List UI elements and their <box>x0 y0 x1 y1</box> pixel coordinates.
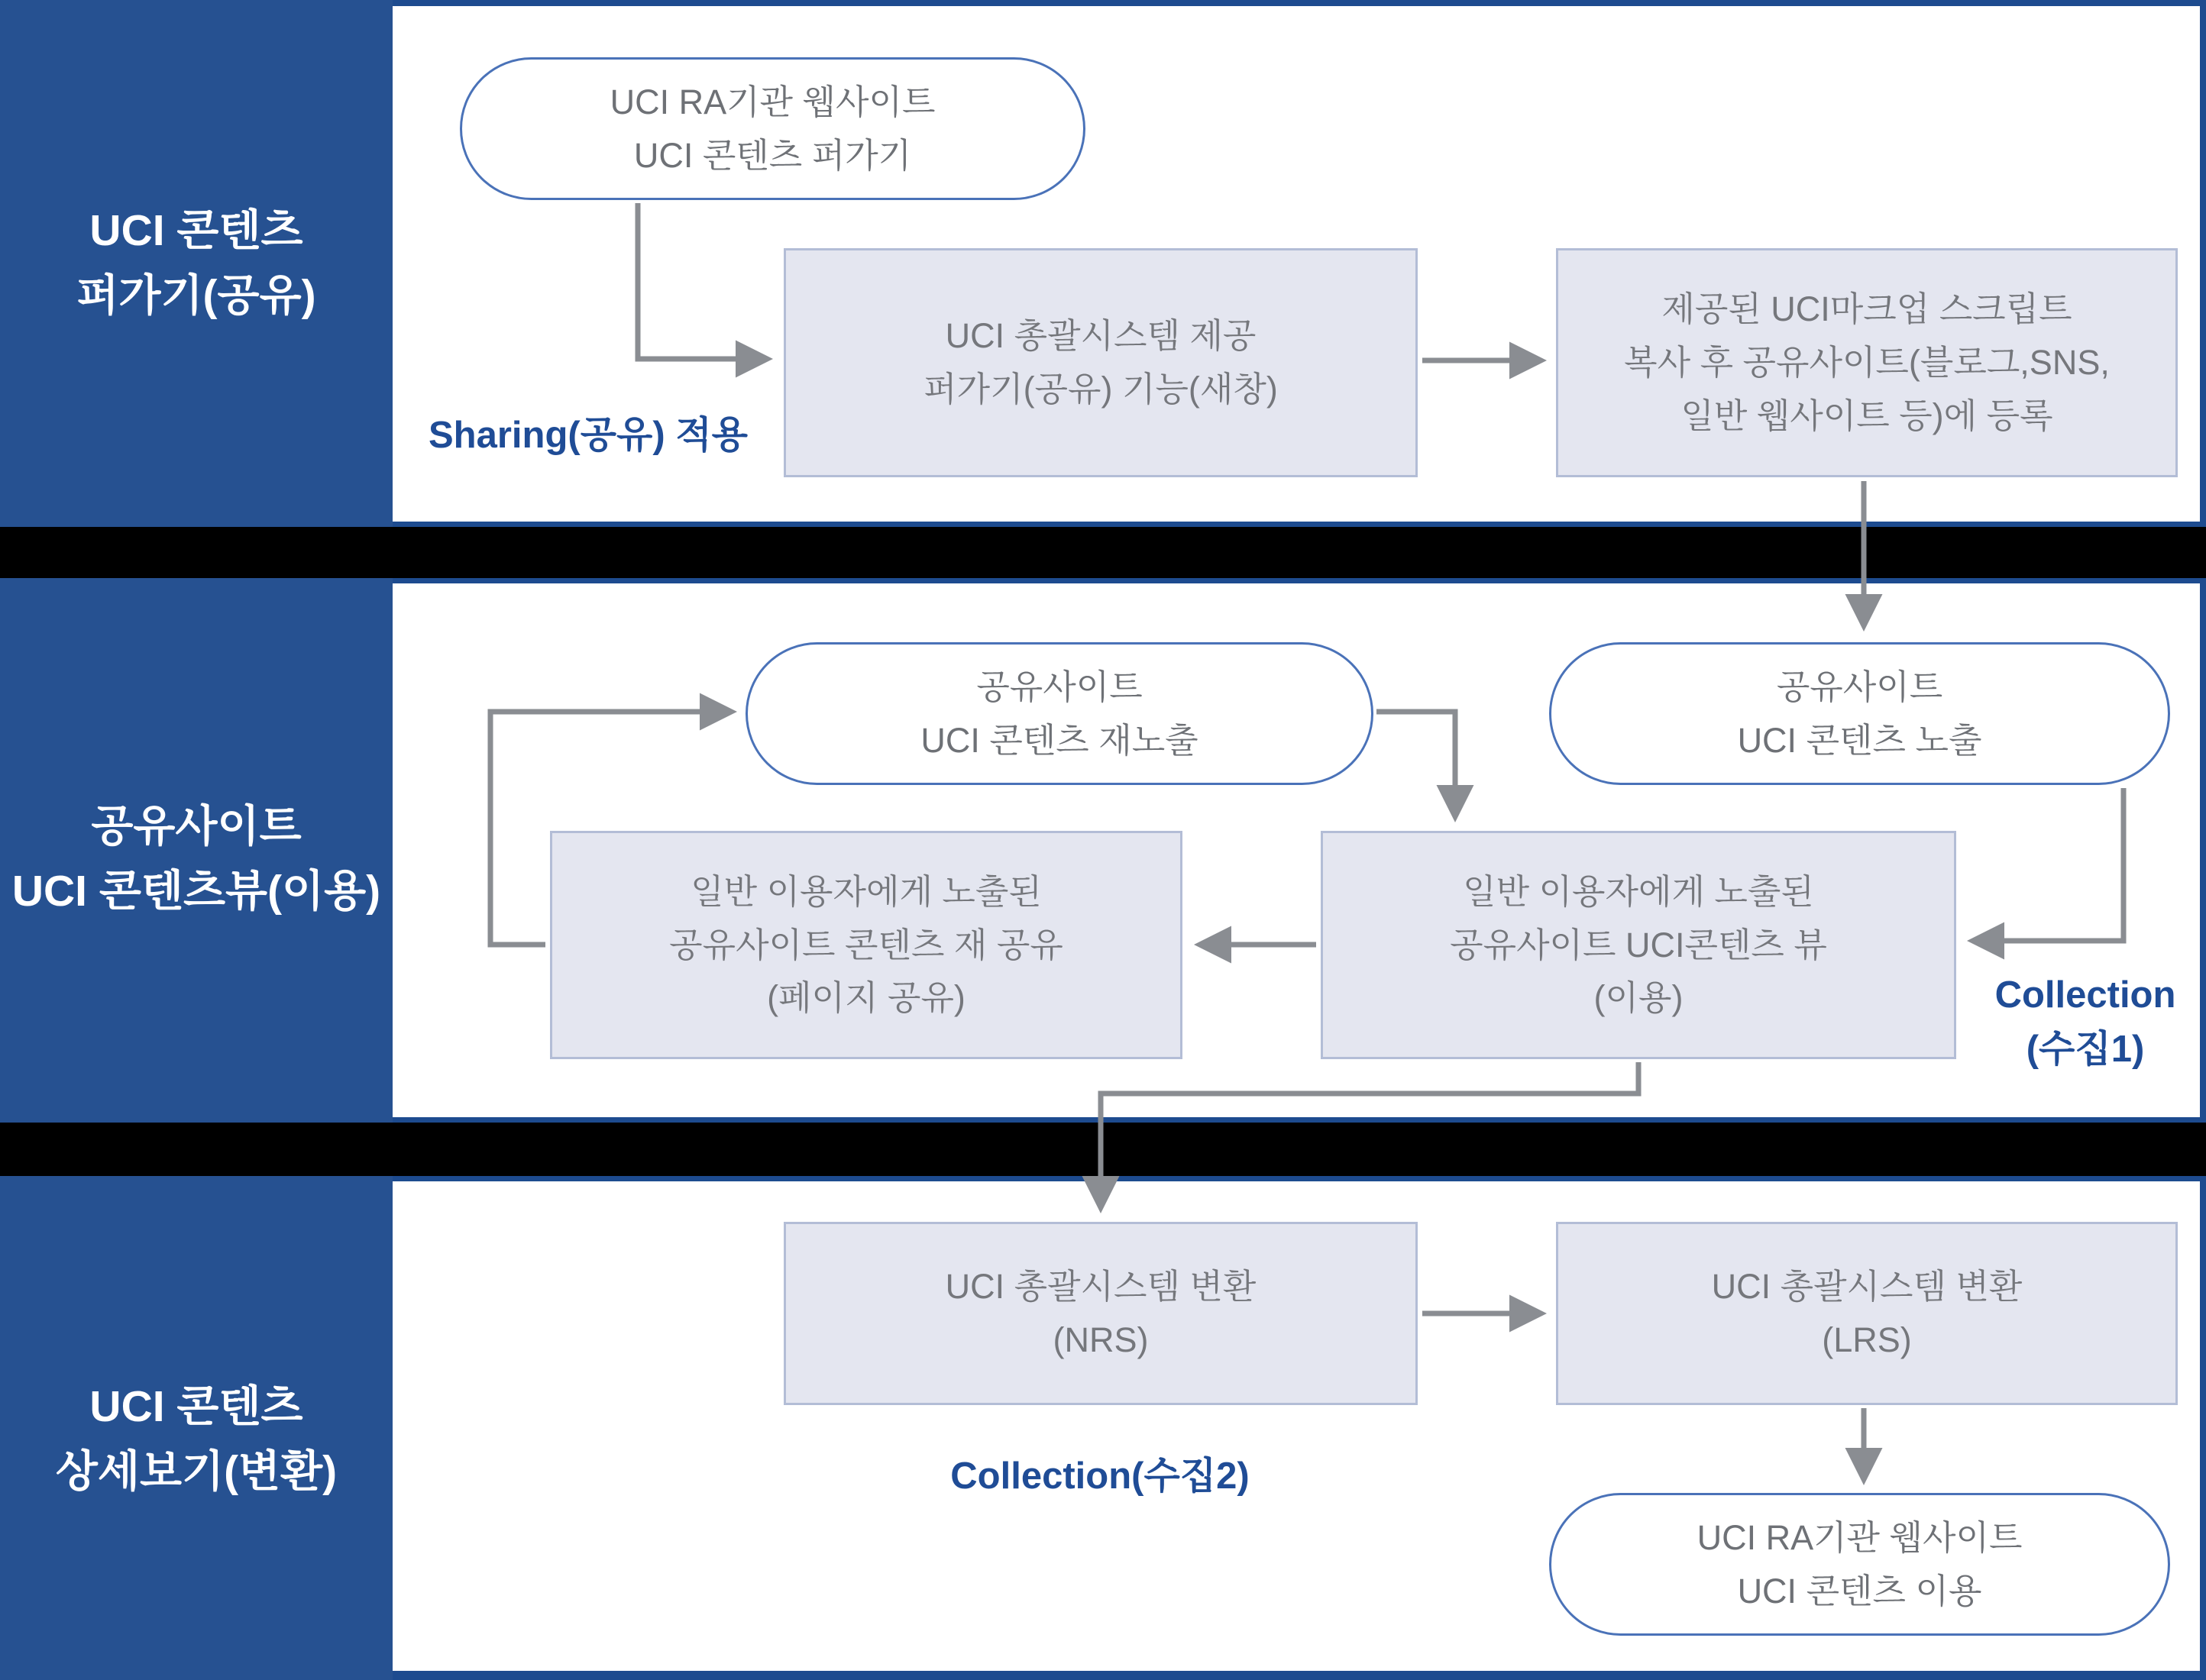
row2-label-line2: UCI 콘텐츠뷰(이용) <box>11 867 381 916</box>
node-content-view-line2: 공유사이트 UCI콘텐츠 뷰 <box>1450 925 1827 964</box>
node-share-site-expose <box>1549 642 2170 785</box>
node-share-site-reexpose-line1: 공유사이트 <box>976 667 1143 706</box>
node-system-share-feature-line2: 퍼가기(공유) 기능(새창) <box>923 370 1278 409</box>
node-markup-register-line1: 제공된 UCI마크업 스크립트 <box>1661 289 2072 329</box>
node-ra-site-use <box>1549 1493 2170 1636</box>
node-markup-register-line2: 복사 후 공유사이트(블로그,SNS, <box>1624 343 2110 383</box>
row1-label <box>0 176 393 351</box>
collection1-label <box>1971 968 2200 1077</box>
node-markup-register-line3: 일반 웹사이트 등)에 등록 <box>1680 396 2053 435</box>
collection1-label-line2: (수집1) <box>2026 1029 2145 1071</box>
row1-label-line1: UCI 콘텐츠 <box>89 205 303 255</box>
separator-band-1 <box>0 527 2206 578</box>
row2-label-line1: 공유사이트 <box>91 801 302 851</box>
node-share-site-reexpose <box>746 642 1373 785</box>
node-lrs-convert-line1: UCI 총괄시스템 변환 <box>1711 1267 2023 1307</box>
node-content-view-line1: 일반 이용자에게 노출된 <box>1463 871 1814 911</box>
node-content-reshare-line2: 공유사이트 콘텐츠 재 공유 <box>669 925 1063 964</box>
node-content-reshare <box>550 831 1182 1059</box>
node-content-reshare-line3: (페이지 공유) <box>767 978 966 1018</box>
node-system-share-feature-line1: UCI 총괄시스템 제공 <box>945 316 1257 356</box>
node-content-view <box>1321 831 1956 1059</box>
node-content-reshare-line1: 일반 이용자에게 노출된 <box>691 871 1042 911</box>
node-markup-register <box>1556 248 2178 477</box>
node-content-view-line3: (이용) <box>1593 978 1684 1018</box>
node-system-share-feature <box>784 248 1418 477</box>
collection1-label-line1: Collection <box>1994 974 2176 1016</box>
row1-label-line2: 퍼가기(공유) <box>76 271 316 320</box>
node-ra-site-use-line1: UCI RA기관 웹사이트 <box>1697 1517 2023 1557</box>
separator-band-2 <box>0 1123 2206 1176</box>
row3-label <box>0 1352 393 1527</box>
node-lrs-convert <box>1556 1222 2178 1405</box>
node-lrs-convert-line2: (LRS) <box>1822 1320 1912 1359</box>
node-share-site-expose-line1: 공유사이트 <box>1776 667 1943 706</box>
node-share-site-expose-line2: UCI 콘텐츠 노출 <box>1737 720 1982 760</box>
row3-label-line1: UCI 콘텐츠 <box>89 1381 303 1431</box>
node-ra-site-share <box>460 57 1085 200</box>
node-ra-site-share-line2: UCI 콘텐츠 퍼가기 <box>633 135 912 175</box>
node-share-site-reexpose-line2: UCI 콘텐츠 재노출 <box>920 720 1198 760</box>
node-ra-site-share-line1: UCI RA기관 웹사이트 <box>610 82 936 121</box>
node-nrs-convert-line1: UCI 총괄시스템 변환 <box>945 1267 1257 1307</box>
row3-label-line2: 상세보기(변환) <box>55 1447 338 1496</box>
row2-label <box>0 771 393 947</box>
node-nrs-convert <box>784 1222 1418 1405</box>
node-nrs-convert-line2: (NRS) <box>1053 1320 1149 1359</box>
collection2-label: Collection(수집2) <box>950 1455 1250 1497</box>
sharing-apply-label: Sharing(공유) 적용 <box>429 415 748 456</box>
node-ra-site-use-line2: UCI 콘텐츠 이용 <box>1737 1571 1982 1611</box>
